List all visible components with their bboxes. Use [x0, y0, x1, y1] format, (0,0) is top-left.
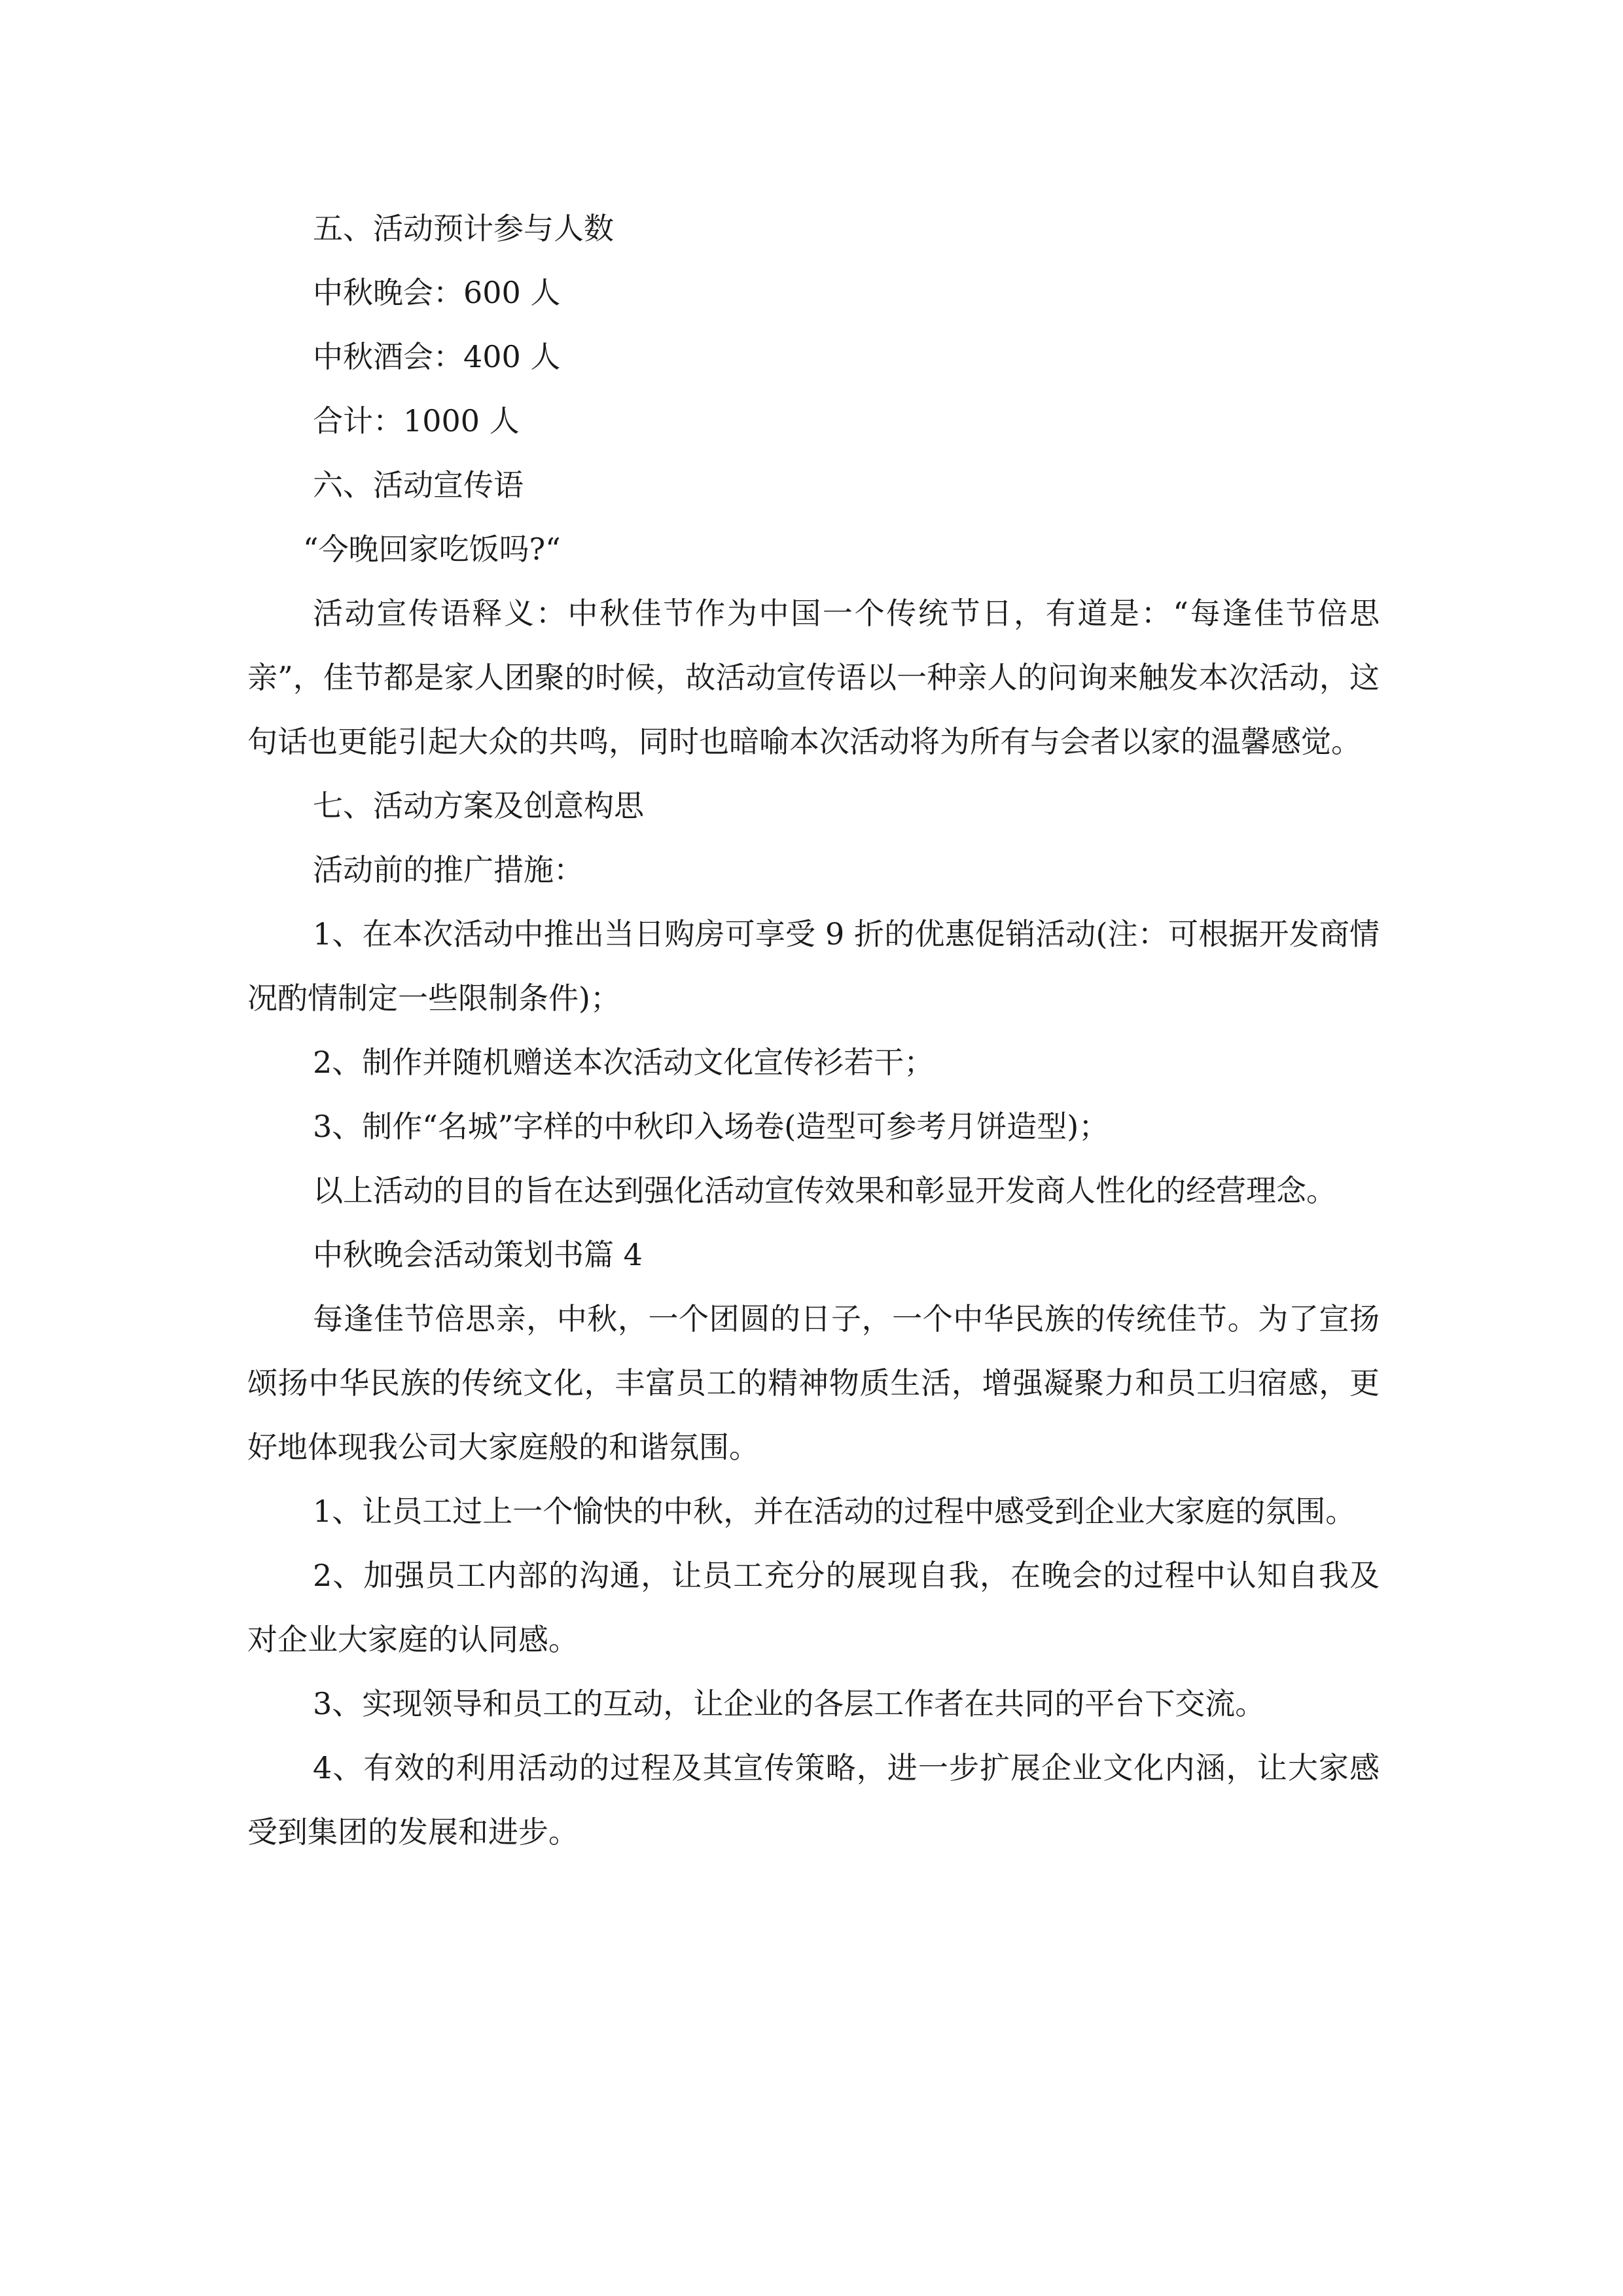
count-line: 合计：1000 人 — [313, 403, 520, 439]
list-item: 1、在本次活动中推出当日购房可享受 9 折的优惠促销活动(注：可根据开发商情况酌情制定一些限制条件)； — [247, 916, 1380, 1016]
section-title: 中秋晚会活动策划书篇 4 — [313, 1237, 643, 1272]
list-item: 3、实现领导和员工的互动，让企业的各层工作者在共同的平台下交流。 — [313, 1686, 1266, 1721]
body-paragraph: 活动前的推广措施： — [313, 852, 584, 888]
list-item: 2、加强员工内部的沟通，让员工充分的展现自我，在晚会的过程中认知自我及对企业大家庭的认同感。 — [247, 1558, 1380, 1657]
document-page — [247, 196, 1380, 1864]
section-heading: 五、活动预计参与人数 — [313, 211, 614, 246]
slogan-text: “今晚回家吃饭吗?“ — [303, 531, 561, 567]
list-item: 3、制作“名城”字样的中秋印入场卷(造型可参考月饼造型)； — [313, 1109, 1109, 1144]
list-item: 2、制作并随机赠送本次活动文化宣传衫若干； — [313, 1045, 935, 1080]
section-heading: 七、活动方案及创意构思 — [313, 788, 644, 823]
body-paragraph: 以上活动的目的旨在达到强化活动宣传效果和彰显开发商人性化的经营理念。 — [313, 1173, 1336, 1208]
list-item: 1、让员工过上一个愉快的中秋，并在活动的过程中感受到企业大家庭的氛围。 — [313, 1494, 1356, 1529]
body-paragraph: 活动宣传语释义：中秋佳节作为中国一个传统节日，有道是：“每逢佳节倍思亲”，佳节都是家人团聚的时候，故活动宣传语以一种亲人的问询来触发本次活动，这句话也更能引起大众的共鸣，同时也暗喻本次活动将为所有与会者以家的温馨感觉。 — [247, 596, 1380, 759]
count-line: 中秋酒会：400 人 — [313, 339, 561, 374]
body-paragraph: 每逢佳节倍思亲，中秋，一个团圆的日子，一个中华民族的传统佳节。为了宣扬颂扬中华民族的传统文化，丰富员工的精神物质生活，增强凝聚力和员工归宿感，更好地体现我公司大家庭般的和谐氛围。 — [247, 1301, 1380, 1465]
list-item: 4、有效的利用活动的过程及其宣传策略，进一步扩展企业文化内涵，让大家感受到集团的发展和进步。 — [247, 1750, 1380, 1850]
section-heading: 六、活动宣传语 — [313, 467, 524, 503]
count-line: 中秋晚会：600 人 — [313, 275, 561, 310]
